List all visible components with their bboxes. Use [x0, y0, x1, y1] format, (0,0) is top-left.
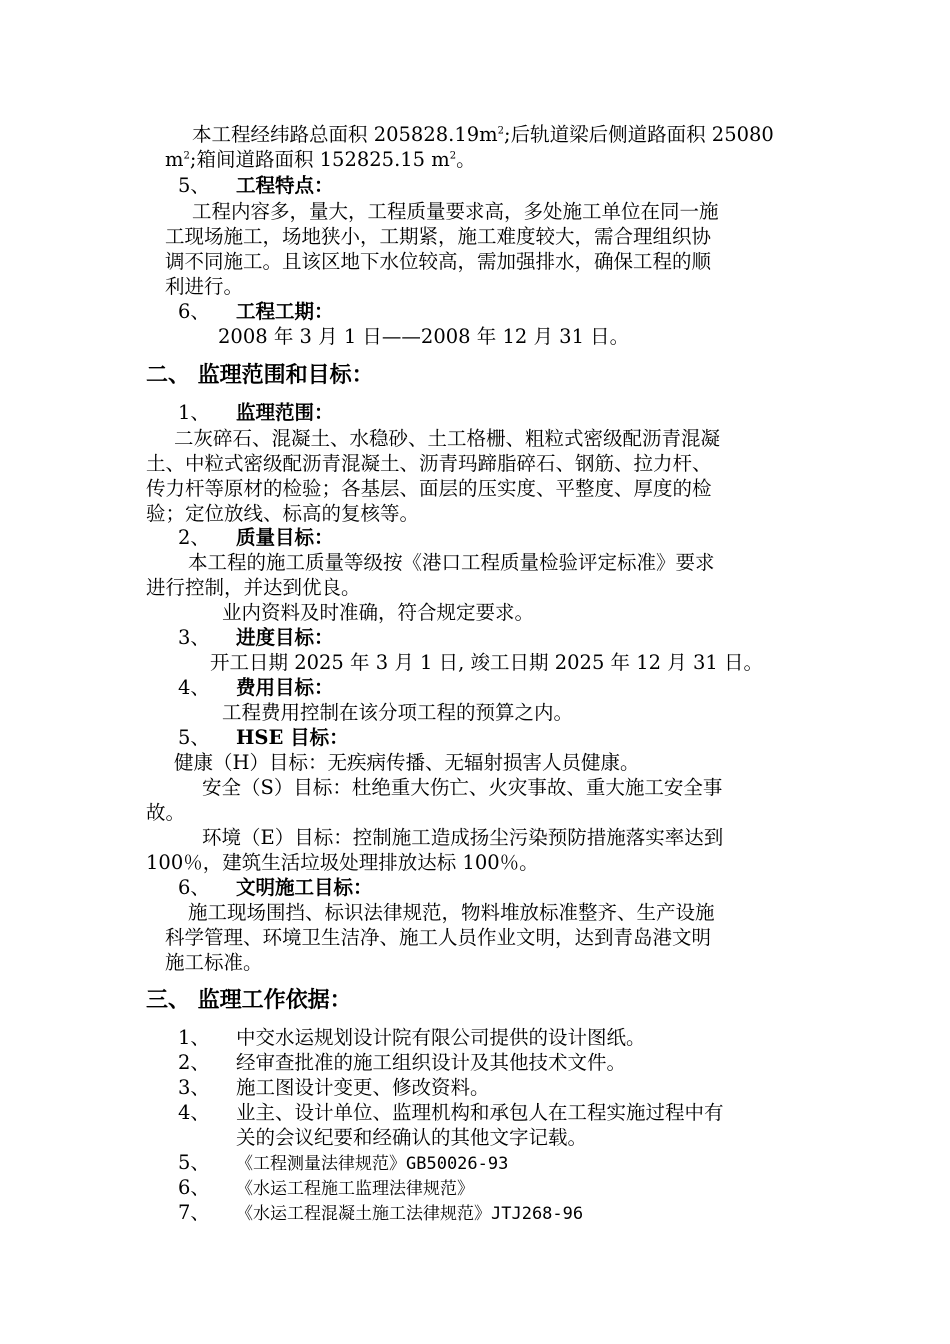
item-cost-heading: 4、 费用目标：	[178, 676, 334, 699]
item-quality-heading: 2、 质量目标：	[178, 526, 334, 549]
features-line: 工现场施工，场地狭小，工期紧，施工难度较大，需合理组织协	[165, 225, 712, 248]
civilized-line: 科学管理、环境卫生洁净、施工人员作业文明，达到青岛港文明	[165, 926, 712, 949]
area-line-2: $m^2$;箱间道路面积 152825.15 $m^2$。	[165, 148, 476, 171]
basis-item: 6、 《水运工程施工监理法律规范》	[178, 1176, 474, 1199]
section-heading-basis: 三、 监理工作依据：	[146, 987, 352, 1013]
hse-env-text: 环境（E）目标：控制施工造成扬尘污染预防措施落实率达到	[202, 826, 724, 849]
basis-item: 2、 经审查批准的施工组织设计及其他技术文件。	[178, 1051, 627, 1074]
hse-safety-text: 安全（S）目标：杜绝重大伤亡、火灾事故、重大施工安全事	[202, 776, 723, 799]
quality-line: 进行控制，并达到优良。	[146, 576, 361, 599]
item-period-heading: 6、 工程工期：	[178, 300, 334, 323]
scope-line: 二灰碎石、混凝土、水稳砂、土工格栅、粗粒式密级配沥青混凝	[174, 427, 721, 450]
quality-line: 本工程的施工质量等级按《港口工程质量检验评定标准》要求	[188, 551, 715, 574]
basis-item: 4、 业主、设计单位、监理机构和承包人在工程实施过程中有	[178, 1101, 724, 1124]
features-line: 利进行。	[165, 275, 244, 298]
cost-text: 工程费用控制在该分项工程的预算之内。	[222, 701, 574, 724]
features-line: 工程内容多，量大，工程质量要求高，多处施工单位在同一施	[192, 200, 719, 223]
scope-line: 传力杆等原材的检验；各基层、面层的压实度、平整度、厚度的检	[146, 477, 712, 500]
schedule-text: 开工日期 2025 年 3 月 1 日, 竣工日期 2025 年 12 月 31 日。	[210, 651, 763, 674]
item-scope-heading: 1、 监理范围：	[178, 401, 334, 424]
features-line: 调不同施工。且该区地下水位较高，需加强排水，确保工程的顺	[165, 250, 712, 273]
item-civilized-heading: 6、 文明施工目标：	[178, 876, 373, 899]
scope-line: 验；定位放线、标高的复核等。	[146, 502, 420, 525]
item-features-heading: 5、 工程特点：	[178, 174, 334, 197]
hse-safety-text: 故。	[146, 801, 186, 824]
section-heading-scope-goals: 二、 监理范围和目标：	[146, 362, 374, 388]
civilized-line: 施工标准。	[165, 951, 263, 974]
basis-item: 7、 《水运工程混凝土施工法律规范》JTJ268-96	[178, 1201, 584, 1224]
civilized-line: 施工现场围挡、标识法律规范，物料堆放标准整齐、生产设施	[188, 901, 715, 924]
item-hse-heading: 5、 HSE 目标：	[178, 726, 349, 749]
basis-item: 1、 中交水运规划设计院有限公司提供的设计图纸。	[178, 1026, 646, 1049]
item-schedule-heading: 3、 进度目标：	[178, 626, 334, 649]
area-line-1: 本工程经纬路总面积 $205828.19m^2$;后轨道梁后侧道路面积 25080	[192, 123, 774, 146]
basis-item-continuation: 关的会议纪要和经确认的其他文字记载。	[236, 1126, 588, 1149]
basis-item: 5、 《工程测量法律规范》GB50026-93	[178, 1151, 509, 1174]
hse-env-text: 100％，建筑生活垃圾处理排放达标 100％。	[146, 851, 539, 874]
scope-line: 土、中粒式密级配沥青混凝土、沥青玛蹄脂碎石、钢筋、拉力杆、	[146, 452, 712, 475]
hse-health-text: 健康（H）目标：无疾病传播、无辐射损害人员健康。	[174, 751, 640, 774]
period-text: 2008 年 3 月 1 日——2008 年 12 月 31 日。	[218, 325, 630, 348]
quality-line: 业内资料及时准确，符合规定要求。	[222, 601, 535, 624]
basis-item: 3、 施工图设计变更、修改资料。	[178, 1076, 490, 1099]
